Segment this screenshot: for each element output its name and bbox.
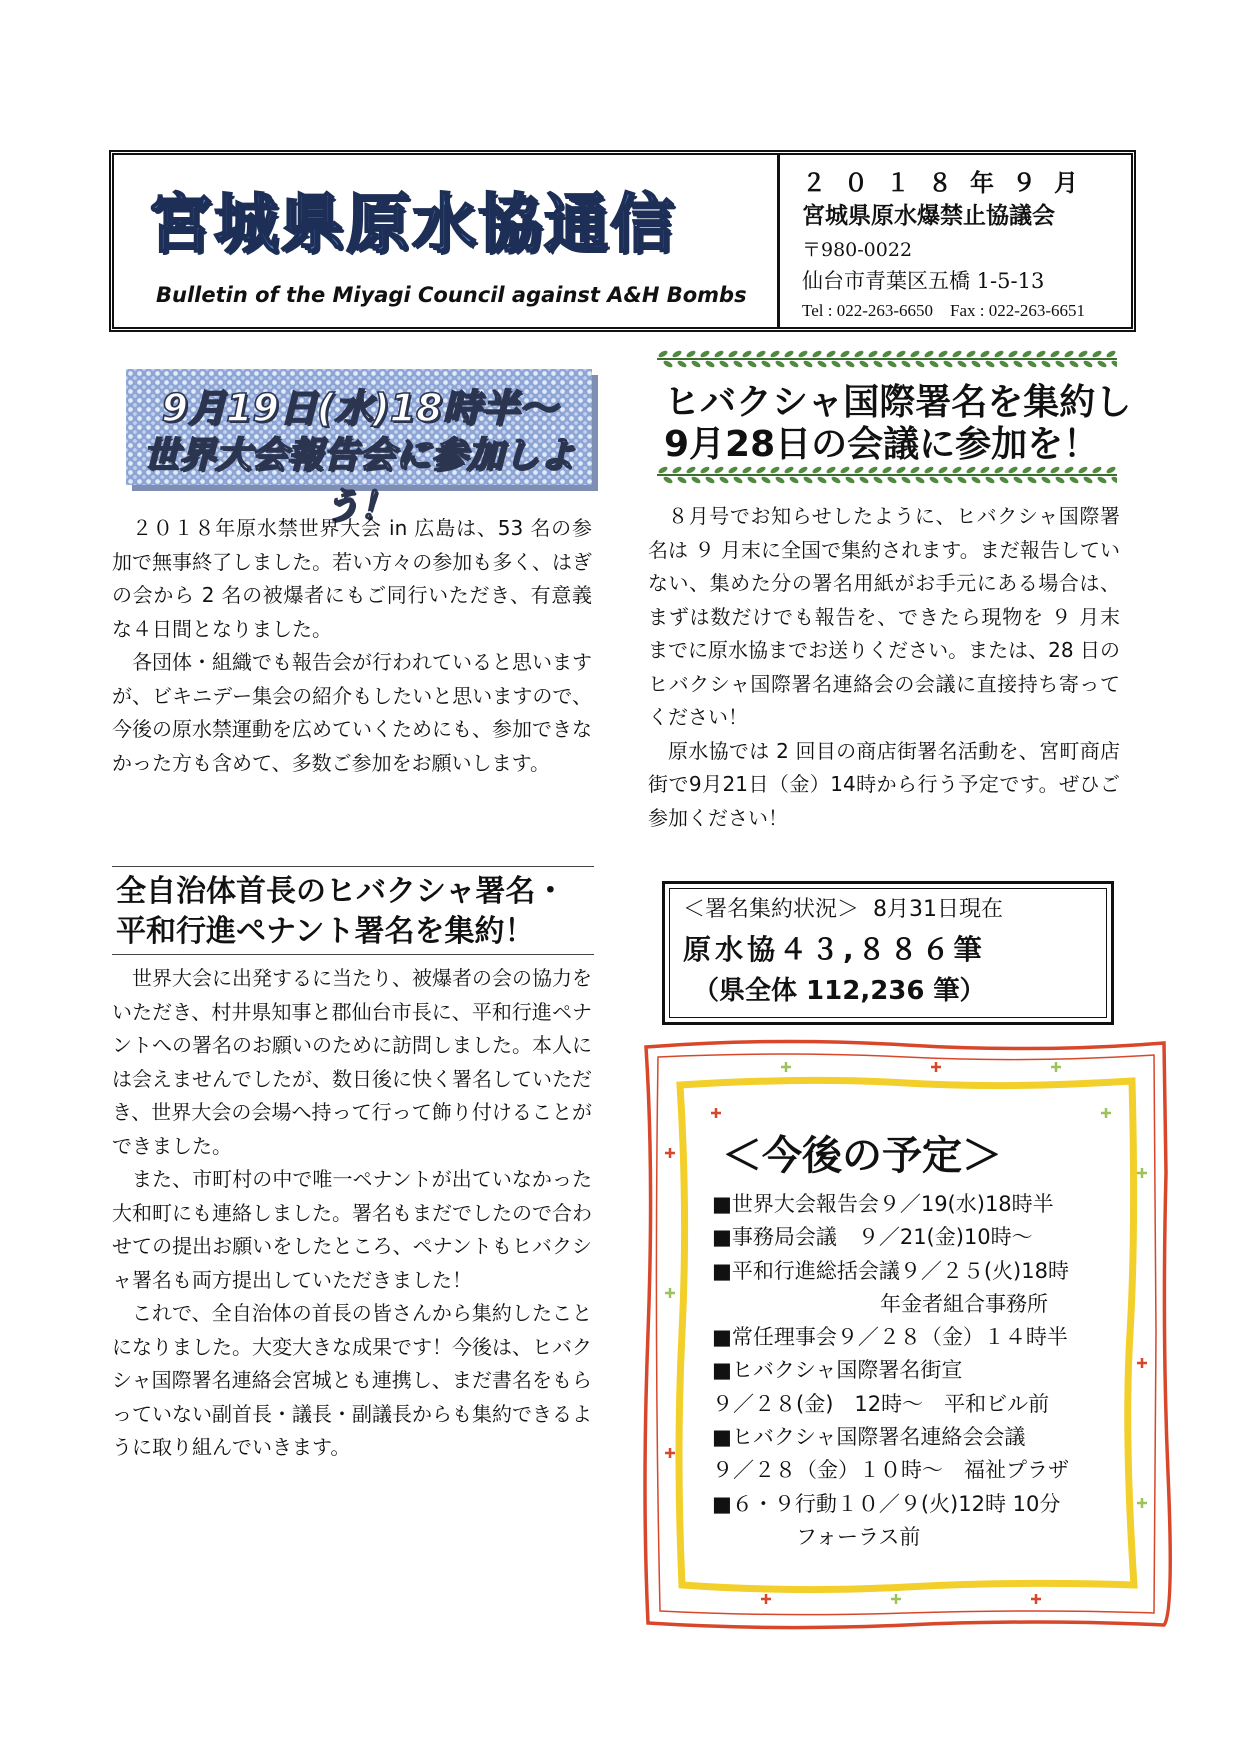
paragraph: 世界大会に出発するに当たり、被爆者の会の協力をいただき、村井県知事と郡仙台市長に、平和行進ペナントへの署名のお願いのために訪問しました。本人には会えませんでしたが、数日後に快く署名していただき、世界大会の会場へ持って行って飾り付けることができました。	[112, 966, 592, 1158]
event-headline-line2: 世界大会報告会に参加しよう！	[142, 435, 575, 527]
frame-sprinkle	[761, 1594, 771, 1604]
frame-sprinkle	[781, 1062, 791, 1072]
schedule-item: ■常任理事会９／２８（金）１４時半	[712, 1325, 1068, 1350]
paragraph: 原水協では 2 回目の商店街署名活動を、宮町商店街で9月21日（金）14時から行う予定です。ぜひご参加ください！	[648, 738, 1120, 830]
masthead-divider	[777, 155, 780, 327]
schedule-title: ＜今後の予定＞	[722, 1133, 1002, 1179]
paragraph: これで、全自治体の首長の皆さんから集約したことになりました。大変大きな成果です！今後は、ヒバクシャ国際署名連絡会宮城とも連携し、まだ書名をもらっていない副首長・議長・副議長からも集約できるように取り組んでいきます。	[112, 1301, 592, 1459]
right-headline-line1: ヒバクシャ国際署名を集約し	[664, 382, 1132, 423]
right-headline-line2: 9月28日の会議に参加を！	[664, 424, 1100, 465]
paragraph: ８月号でお知らせしたように、ヒバクシャ国際署名は ９ 月末に全国で集約されます。まだ報告していない、集めた分の署名用紙がお手元にある場合は、まずは数だけでも報告を、できたら現物を ９ 月末までに原水協までお送りください。または、28 日のヒバクシャ国際署名連絡会の会議に直接持ち寄ってください！	[648, 504, 1120, 729]
schedule-item: ■６・９行動１０／９(火)12時 10分	[712, 1491, 1061, 1516]
frame-sprinkle	[665, 1288, 675, 1298]
frame-sprinkle	[1101, 1108, 1111, 1118]
event-headline-box	[126, 369, 592, 527]
schedule-item: ■ヒバクシャ国際署名連絡会会議	[712, 1425, 1026, 1450]
tel-fax: Tel : 022-263-6650 Fax : 022-263-6651	[802, 301, 1086, 320]
schedule-item: ■平和行進総括会議９／２５(火)18時	[712, 1258, 1069, 1283]
frame-sprinkle	[665, 1148, 675, 1158]
signature-status-box	[662, 881, 1114, 1025]
schedule-item: ■事務局会議 ９／21(金)10時～	[712, 1225, 1033, 1250]
frame-sprinkle	[711, 1108, 721, 1118]
paragraph: また、市町村の中で唯一ペナントが出ていなかった大和町にも連絡しました。署名もまだでしたので合わせての提出お願いをしたところ、ペナントもヒバクシャ署名も両方提出していただきました！	[112, 1167, 592, 1292]
frame-sprinkle	[665, 1448, 675, 1458]
section-heading-line1: 全自治体首長のヒバクシャ署名・	[116, 874, 566, 909]
schedule-item: 年金者組合事務所	[712, 1291, 1048, 1316]
signature-count-prefecture: （県全体 112,236 筆）	[693, 976, 986, 1006]
paragraph: 各団体・組織でも報告会が行われていると思いますが、ビキニデー集会の紹介もしたいと思いますので、今後の原水禁運動を広めていくためにも、参加できなかった方も含めて、多数ご参加をお願いします。	[112, 650, 592, 775]
article-world-conference	[112, 512, 592, 780]
frame-sprinkle	[1051, 1062, 1061, 1072]
newsletter-subtitle: Bulletin of the Miyagi Council against A&H Bombs	[156, 283, 747, 307]
frame-sprinkle	[931, 1062, 941, 1072]
section-heading-line2: 平和行進ペナント署名を集約！	[116, 914, 535, 949]
article-pennant-signatures	[112, 962, 592, 1465]
garland-bottom	[657, 464, 1117, 486]
frame-sprinkle	[1137, 1168, 1147, 1178]
frame-sprinkle	[1031, 1594, 1041, 1604]
schedule-item: ■ヒバクシャ国際署名街宣	[712, 1358, 963, 1383]
section-rule	[112, 954, 594, 955]
signature-count-council: 原水協４３,８８６筆	[683, 933, 986, 966]
schedule-item: フォーラス前	[712, 1524, 921, 1549]
article-hibakusha-signatures	[648, 500, 1120, 835]
schedule-item: ９／２８（金）１０時～ 福祉プラザ	[712, 1458, 1069, 1483]
newsletter-title: 宮城県原水協通信	[148, 188, 676, 262]
event-headline-line1: 9月19日(水)18時半～	[161, 386, 557, 430]
masthead	[109, 150, 1136, 332]
issue-date: ２０１８年９月	[802, 169, 1096, 197]
address: 仙台市青葉区五橋 1-5-13	[802, 269, 1045, 293]
paragraph: ２０１８年原水禁世界大会 in 広島は、53 名の参加で無事終了しました。若い方々の参加も多く、はぎの会から 2 名の被爆者にもご同行いただき、有意義な４日間となりました。	[112, 516, 592, 641]
garland-top	[657, 348, 1117, 370]
schedule-list	[712, 1188, 1069, 1554]
schedule-item: ９／２８(金) 12時～ 平和ビル前	[712, 1391, 1050, 1416]
section-rule	[112, 866, 594, 867]
frame-sprinkle	[891, 1594, 901, 1604]
frame-sprinkle	[1137, 1358, 1147, 1368]
schedule-item: ■世界大会報告会９／19(水)18時半	[712, 1192, 1054, 1216]
postal-code: 〒980-0022	[802, 239, 913, 261]
signature-status-label: ＜署名集約状況＞ 8月31日現在	[683, 897, 1003, 922]
frame-sprinkle	[1137, 1498, 1147, 1508]
organization-name: 宮城県原水爆禁止協議会	[802, 203, 1055, 229]
